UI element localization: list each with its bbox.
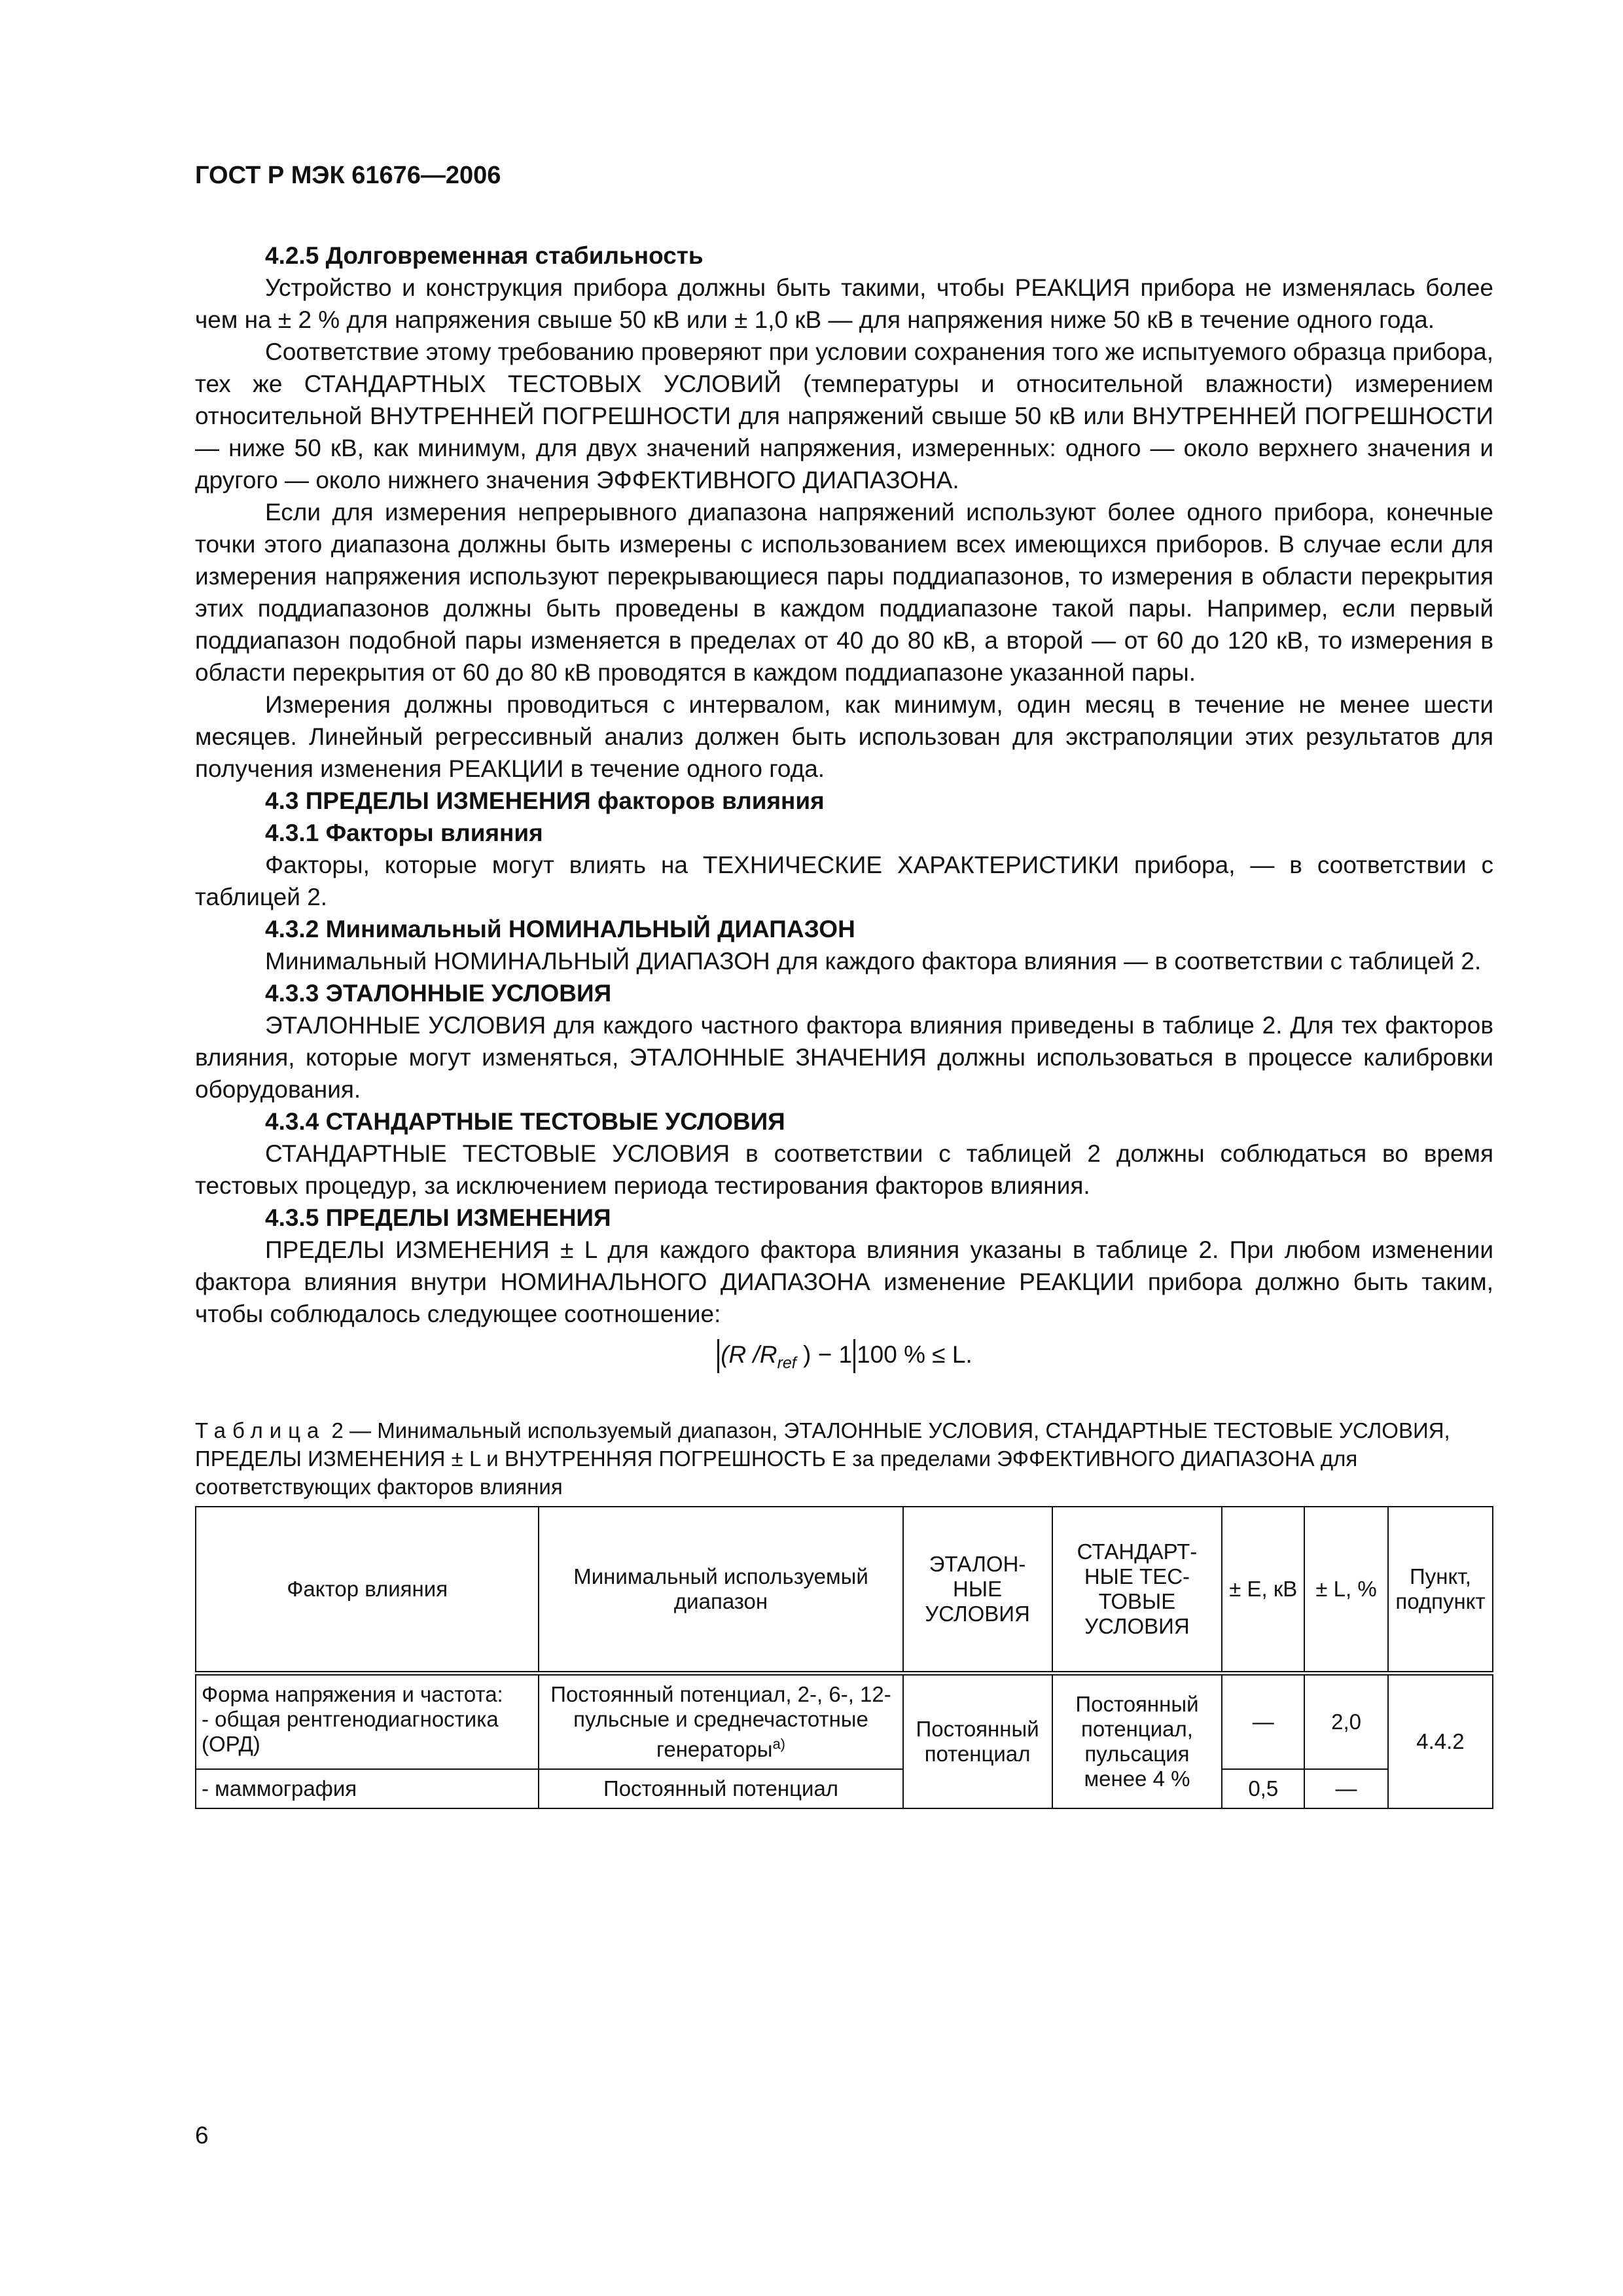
paragraph: Устройство и конструкция прибора должны быть такими, чтобы РЕАКЦИЯ прибора не изменялась более чем на ± 2 % для напряжения свыше 50 кВ или ± 1,0 кВ — для напряжения ниже 50 кВ в течение одного года.	[195, 274, 1493, 333]
column-header: Минимальный используемый диапазон	[539, 1507, 902, 1674]
cell-factor: - маммография	[196, 1769, 539, 1808]
formula-middle: ) − 1	[796, 1341, 853, 1368]
column-header: СТАНДАРТ-НЫЕ ТЕС-ТОВЫЕ УСЛОВИЯ	[1052, 1507, 1222, 1674]
cell-clause: 4.4.2	[1388, 1674, 1493, 1809]
abs-bar-right	[853, 1339, 855, 1373]
cell-e: 0,5	[1222, 1769, 1304, 1808]
cell-l: —	[1304, 1769, 1388, 1808]
cell-e: —	[1222, 1674, 1304, 1770]
table-header-row	[196, 1507, 1493, 1674]
cell-range	[539, 1674, 902, 1770]
paragraph: Если для измерения непрерывного диапазона напряжений используют более одного прибора, конечные точки этого диапазона должны быть измерены с использованием всех имеющихся приборов. В случае если для измерения напряжения используют перекрывающиеся пары поддиапазонов, то измерения в области перекрытия этих поддиапазонов должны быть проведены в каждом поддиапазоне такой пары. Например, если первый поддиапазон подобной пары изменяется в пределах от 40 до 80 кВ, а второй — от 60 до 120 кВ, то измерения в области перекрытия от 60 до 80 кВ проводятся в каждом поддиапазоне указанной пары.	[195, 499, 1493, 686]
paragraph: Минимальный НОМИНАЛЬНЫЙ ДИАПАЗОН для каждого фактора влияния — в соответствии с таблицей 2.	[265, 948, 1482, 975]
document-body	[195, 240, 1493, 1809]
page-number: 6	[195, 2122, 209, 2149]
paragraph: Соответствие этому требованию проверяют при условии сохранения того же испытуемого образца прибора, тех же СТАНДАРТНЫХ ТЕСТОВЫХ УСЛОВИЙ (температуры и относительной влажности) измерением относительной ВНУТРЕННЕЙ ПОГРЕШНОСТИ для напряжений свыше 50 кВ или ВНУТРЕННЕЙ ПОГРЕШНОСТИ — ниже 50 кВ, как минимум, для двух значений напряжения, измеренных: одного — около верхнего значения и другого — около нижнего значения ЭФФЕКТИВНОГО ДИАПАЗОНА.	[195, 338, 1493, 493]
formula	[195, 1335, 1493, 1382]
column-header: ЭТАЛОН-НЫЕ УСЛОВИЯ	[903, 1507, 1052, 1674]
table-row	[196, 1769, 1493, 1808]
formula-open: (R /R	[721, 1341, 777, 1368]
heading-4-3-3: 4.3.3 ЭТАЛОННЫЕ УСЛОВИЯ	[265, 980, 612, 1007]
cell-reference: Постоянный потенциал	[903, 1674, 1052, 1809]
column-header: ± L, %	[1304, 1507, 1388, 1674]
footnote-mark: а)	[772, 1736, 785, 1753]
abs-bar-left	[717, 1339, 719, 1373]
heading-4-2-5: 4.2.5 Долговременная стабильность	[265, 242, 704, 269]
cell-range: Постоянный потенциал	[539, 1769, 902, 1808]
paragraph: ПРЕДЕЛЫ ИЗМЕНЕНИЯ ± L для каждого фактора влияния указаны в таблице 2. При любом изменении фактора влияния внутри НОМИНАЛЬНОГО ДИАПАЗОНА изменение РЕАКЦИИ прибора должно быть таким, чтобы соблюдалось следующее соотношение:	[195, 1236, 1493, 1327]
heading-4-3-2: 4.3.2 Минимальный НОМИНАЛЬНЫЙ ДИАПАЗОН	[265, 916, 855, 942]
paragraph: Измерения должны проводиться с интервалом, как минимум, один месяц в течение не менее шести месяцев. Линейный регрессивный анализ должен быть использован для экстраполяции этих результатов для получения изменения РЕАКЦИИ в течение одного года.	[195, 691, 1493, 782]
table-2	[195, 1506, 1493, 1809]
cell-l: 2,0	[1304, 1674, 1388, 1770]
document-page	[195, 0, 1493, 2296]
paragraph: ЭТАЛОННЫЕ УСЛОВИЯ для каждого частного фактора влияния приведены в таблице 2. Для тех факторов влияния, которые могут изменяться, ЭТАЛОННЫЕ ЗНАЧЕНИЯ должны использоваться в процессе калибровки оборудования.	[195, 1012, 1493, 1103]
formula-tail: 100 % ≤ L.	[857, 1341, 972, 1368]
heading-4-3-4: 4.3.4 СТАНДАРТНЫЕ ТЕСТОВЫЕ УСЛОВИЯ	[265, 1108, 785, 1135]
table-caption	[195, 1416, 1493, 1501]
table-row	[196, 1674, 1493, 1770]
column-header: Пункт, подпункт	[1388, 1507, 1493, 1674]
heading-4-3: 4.3 ПРЕДЕЛЫ ИЗМЕНЕНИЯ факторов влияния	[265, 787, 825, 814]
column-header: Фактор влияния	[196, 1507, 539, 1674]
heading-4-3-1: 4.3.1 Факторы влияния	[265, 819, 543, 846]
table-caption-text: 2 — Минимальный используемый диапазон, ЭТАЛОННЫЕ УСЛОВИЯ, СТАНДАРТНЫЕ ТЕСТОВЫЕ УСЛОВИЯ, ПРЕДЕЛЫ ИЗМЕНЕНИЯ ± L и ВНУТРЕННЯЯ ПОГРЕШНОСТЬ E за пределами ЭФФЕКТИВНОГО ДИАПАЗОНА для соответствующих факторов влияния	[195, 1418, 1450, 1499]
paragraph: СТАНДАРТНЫЕ ТЕСТОВЫЕ УСЛОВИЯ в соответствии с таблицей 2 должны соблюдаться во время тестовых процедур, за исключением периода тестирования факторов влияния.	[195, 1140, 1493, 1199]
column-header: ± E, кВ	[1222, 1507, 1304, 1674]
formula-subscript: ref	[777, 1354, 796, 1372]
document-header: ГОСТ Р МЭК 61676—2006	[195, 162, 501, 189]
cell-range-text: Постоянный потенциал, 2-, 6-, 12-пульсные и среднечастотные генераторы	[550, 1682, 891, 1762]
heading-4-3-5: 4.3.5 ПРЕДЕЛЫ ИЗМЕНЕНИЯ	[265, 1204, 611, 1231]
cell-factor: Форма напряжения и частота: - общая рентгенодиагностика (ОРД)	[196, 1674, 539, 1770]
cell-standard: Постоянный потенциал, пульсация менее 4 %	[1052, 1674, 1222, 1809]
paragraph: Факторы, которые могут влиять на ТЕХНИЧЕСКИЕ ХАРАКТЕРИСТИКИ прибора, — в соответствии с таблицей 2.	[195, 852, 1493, 910]
table-caption-lead: Таблица	[195, 1418, 326, 1443]
